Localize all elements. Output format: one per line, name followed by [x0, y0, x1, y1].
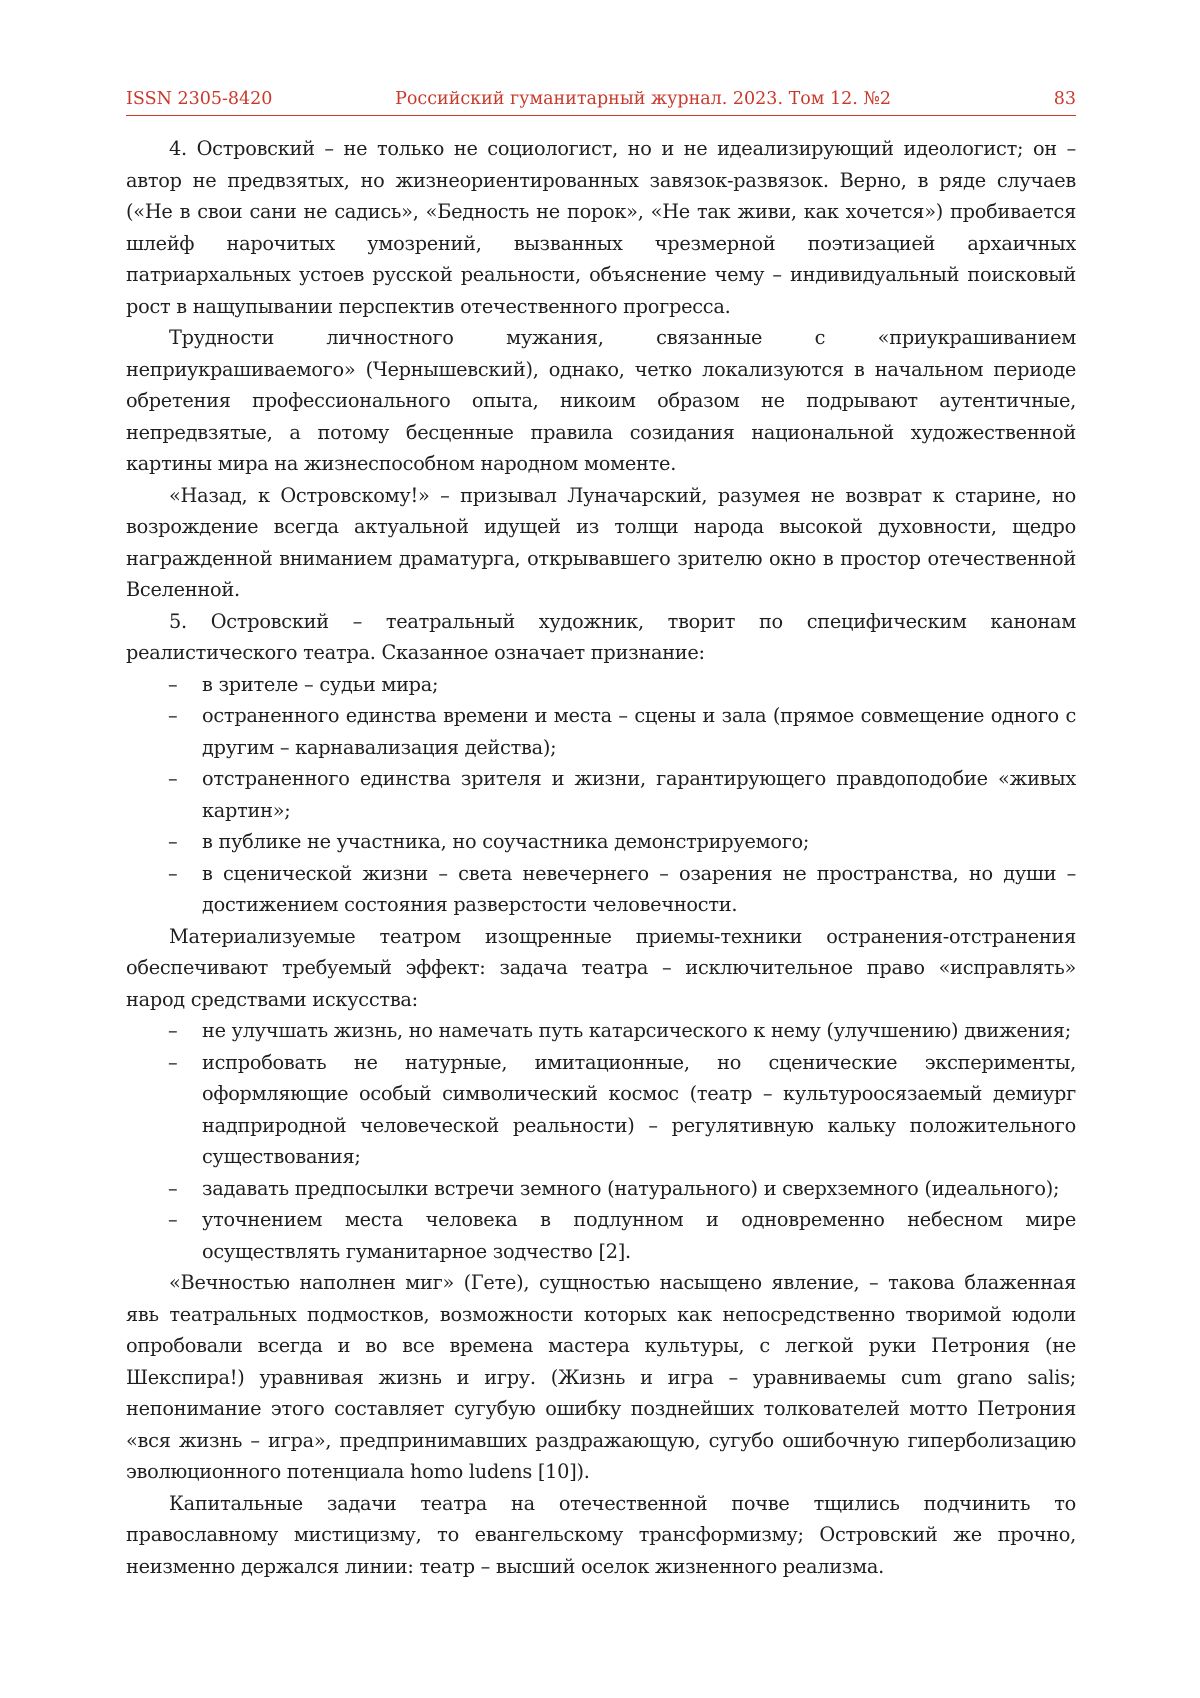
list-item [126, 700, 1076, 763]
list-item [126, 1015, 1076, 1047]
dash-bullet: – [168, 1050, 178, 1074]
list-item-text: задавать предпосылки встречи земного (натурального) и сверхземного (идеального); [202, 1176, 1060, 1200]
list-item-text: в зрителе – судьи мира; [202, 672, 439, 696]
list-item [126, 826, 1076, 858]
running-header [126, 88, 1076, 116]
issn: ISSN 2305-8420 [126, 89, 273, 109]
list-item [126, 858, 1076, 921]
list-item-text: в сценической жизни – света невечернего – озарения не пространства, но души – достижением состояния разверстости человечности. [202, 861, 1076, 916]
page-number: 83 [1053, 89, 1076, 109]
list-item-text: в публике не участника, но соучастника демонстрируемого; [202, 830, 810, 853]
list-item-text: уточнением места человека в подлунном и одновременно небесном мире осуществлять гуманитарное зодчество [2]. [202, 1208, 1076, 1263]
article-body [126, 133, 1076, 1582]
dash-bullet: – [168, 1176, 178, 1200]
list-item-text: испробовать не натурные, имитационные, но сценические эксперименты, оформляющие особый символический космос (театр – культуроосязаемый демиург надприродной человеческой реальности) – регулятивную кальку положительного существования; [202, 1050, 1076, 1168]
paragraph: «Вечностью наполнен миг» (Гете), сущностью насыщено явление, – такова блаженная явь театральных подмостков, возможности которых как непосредственно творимой юдоли опробовали всегда и во все времена мастера культуры, с легкой руки Петрония (не Шекспира!) уравнивая жизнь и игру. (Жизнь и игра – уравниваемы cum grano salis; непонимание этого составляет сугубую ошибку позднейших толкователей мотто Петрония «вся жизнь – игра», предпринимавших раздражающую, сугубо ошибочную гиперболизацию эволюционного потенциала homo ludens [10]). [126, 1271, 1076, 1483]
paragraph: Капитальные задачи театра на отечественной почве тщились подчинить то православному мистицизму, то евангельскому трансформизму; Островский же прочно, неизменно держался линии: театр – высший оселок жизненного реализма. [126, 1491, 1076, 1578]
list-item [126, 1173, 1076, 1205]
dash-bullet: – [168, 672, 178, 696]
list-item [126, 1047, 1076, 1173]
paragraph: Трудности личностного мужания, связанные с «приукрашиванием неприукрашиваемого» (Чернышевский), однако, четко локализуются в начальном периоде обретения профессионального опыта, никоим образом не подрывают аутентичные, непредвзятые, а потому бесценные правила созидания национальной художественной картины мира на жизнеспособном народном моменте. [126, 326, 1076, 475]
dash-bullet: – [168, 767, 178, 790]
list-item-text: остраненного единства времени и места – сцены и зала (прямое совмещение одного с другим – карнавализация действа); [202, 704, 1076, 759]
paragraph: 4. Островский – не только не социологист, но и не идеализирующий идеологист; он – автор не предвзятых, но жизнеориентированных завязок-развязок. Верно, в ряде случаев («Не в свои сани не садись», «Бедность не порок», «Не так живи, как хочется») пробивается шлейф нарочитых умозрений, вызванных чрезмерной поэтизацией архаичных патриархальных устоев русской реальности, объяснение чему – индивидуальный поисковый рост в нащупывании перспектив отечественного прогресса. [126, 137, 1076, 318]
paragraph: 5. Островский – театральный художник, творит по специфическим канонам реалистического театра. Сказанное означает признание: [126, 609, 1076, 664]
list-item [126, 763, 1076, 826]
dash-list [126, 669, 1076, 921]
dash-bullet: – [168, 1019, 178, 1042]
dash-bullet: – [168, 704, 178, 727]
dash-bullet: – [168, 861, 178, 885]
dash-bullet: – [168, 830, 178, 853]
journal-page [126, 88, 1076, 1582]
paragraph: «Назад, к Островскому!» – призывал Луначарский, разумея не возврат к старине, но возрождение всегда актуальной идущей из толщи народа высокой духовности, щедро награжденной вниманием драматурга, открывавшего зрителю окно в простор отечественной Вселенной. [126, 483, 1076, 601]
paragraph: Материализуемые театром изощренные приемы-техники остранения-отстранения обеспечивают требуемый эффект: задача театра – исключительное право «исправлять» народ средствами искусства: [126, 924, 1076, 1011]
journal-title: Российский гуманитарный журнал. 2023. Том 12. №2 [395, 89, 892, 109]
list-item-text: не улучшать жизнь, но намечать путь катарсического к нему (улучшению) движения; [202, 1019, 1071, 1042]
list-item [126, 1204, 1076, 1267]
dash-bullet: – [168, 1208, 178, 1231]
list-item-text: отстраненного единства зрителя и жизни, гарантирующего правдоподобие «живых картин»; [202, 767, 1076, 822]
dash-list [126, 1015, 1076, 1267]
list-item [126, 669, 1076, 701]
